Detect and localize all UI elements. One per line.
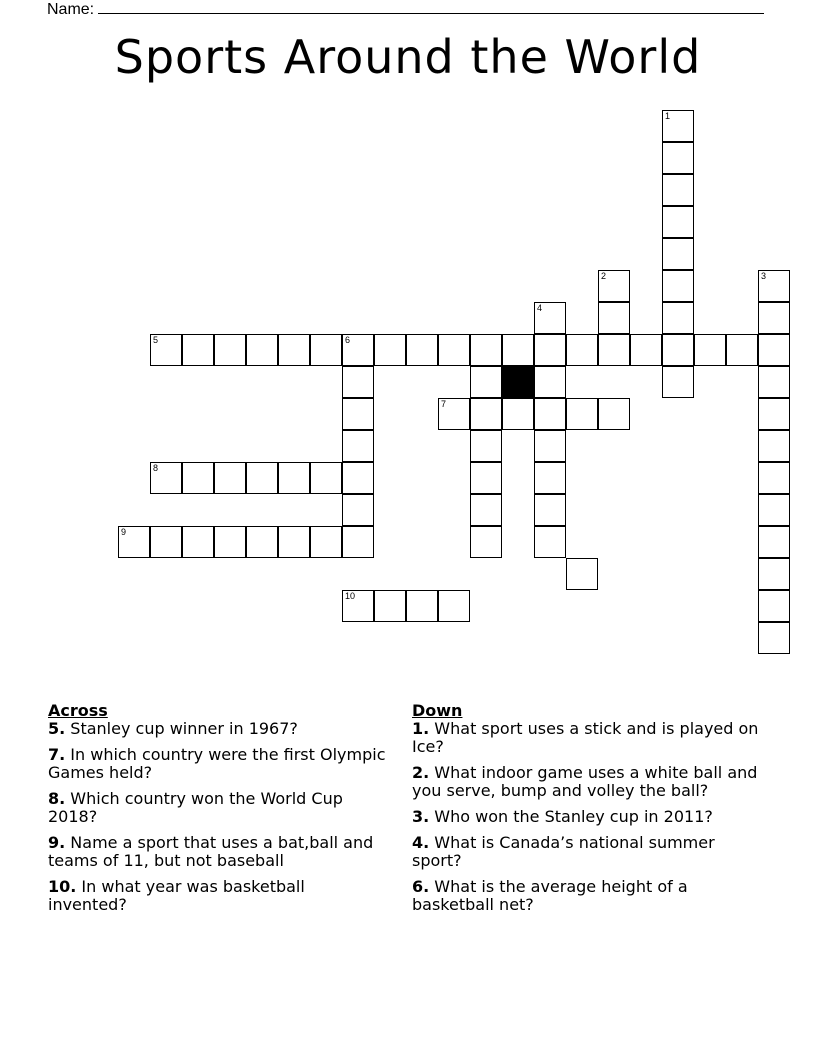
- clue-across-10: [48, 878, 388, 914]
- grid-cell[interactable]: [598, 334, 630, 366]
- page-title: Sports Around the World: [114, 30, 702, 84]
- clue-number-label: 6: [345, 335, 351, 345]
- grid-cell[interactable]: [758, 334, 790, 366]
- grid-cell[interactable]: [342, 366, 374, 398]
- grid-cell[interactable]: [662, 174, 694, 206]
- grid-cell[interactable]: [758, 430, 790, 462]
- grid-cell[interactable]: [374, 590, 406, 622]
- clue-number: 2.: [412, 763, 430, 782]
- grid-cell[interactable]: [182, 526, 214, 558]
- clue-down-4: [412, 834, 768, 870]
- clue-number-label: 3: [761, 271, 767, 281]
- clue-number: 4.: [412, 833, 430, 852]
- clue-text: In which country were the first Olympic Games held?: [48, 745, 386, 782]
- clue-text: What is Canada’s national summer sport?: [412, 833, 715, 870]
- grid-cell[interactable]: [182, 334, 214, 366]
- grid-cell[interactable]: [342, 398, 374, 430]
- grid-cell[interactable]: [598, 302, 630, 334]
- clue-down-6: [412, 878, 768, 914]
- grid-cell[interactable]: [694, 334, 726, 366]
- grid-cell[interactable]: [758, 622, 790, 654]
- clue-text: What indoor game uses a white ball and you serve, bump and volley the ball?: [412, 763, 758, 800]
- clue-number: 3.: [412, 807, 430, 826]
- clue-number-label: 8: [153, 463, 159, 473]
- grid-cell[interactable]: [438, 334, 470, 366]
- grid-cell[interactable]: [534, 462, 566, 494]
- grid-cell[interactable]: [662, 270, 694, 302]
- grid-cell[interactable]: [662, 334, 694, 366]
- grid-cell[interactable]: [470, 398, 502, 430]
- clue-down-1: [412, 720, 768, 756]
- grid-cell[interactable]: [342, 462, 374, 494]
- grid-cell[interactable]: [182, 462, 214, 494]
- across-heading: Across: [48, 701, 108, 720]
- grid-cell[interactable]: [150, 462, 182, 494]
- grid-cell[interactable]: [214, 526, 246, 558]
- grid-cell[interactable]: [662, 366, 694, 398]
- grid-cell[interactable]: [662, 110, 694, 142]
- grid-cell[interactable]: [310, 334, 342, 366]
- grid-cell[interactable]: [278, 526, 310, 558]
- grid-cell[interactable]: [758, 302, 790, 334]
- grid-cell[interactable]: [246, 334, 278, 366]
- down-heading: Down: [412, 701, 463, 720]
- grid-cell[interactable]: [150, 334, 182, 366]
- clue-number: 8.: [48, 789, 66, 808]
- clue-number: 9.: [48, 833, 66, 852]
- grid-cell[interactable]: [502, 334, 534, 366]
- grid-cell[interactable]: [534, 334, 566, 366]
- clue-number-label: 10: [345, 591, 356, 601]
- grid-cell[interactable]: [470, 526, 502, 558]
- grid-cell[interactable]: [278, 334, 310, 366]
- clue-down-2: [412, 764, 768, 800]
- grid-cell[interactable]: [406, 334, 438, 366]
- grid-cell[interactable]: [406, 590, 438, 622]
- clue-text: Name a sport that uses a bat,ball and teams of 11, but not baseball: [48, 833, 374, 870]
- grid-cell[interactable]: [534, 526, 566, 558]
- clue-number-label: 2: [601, 271, 607, 281]
- grid-cell[interactable]: [534, 398, 566, 430]
- clue-text: Which country won the World Cup 2018?: [48, 789, 343, 826]
- clue-number: 1.: [412, 719, 430, 738]
- grid-cell[interactable]: [598, 270, 630, 302]
- grid-cell[interactable]: [438, 398, 470, 430]
- grid-cell[interactable]: [310, 462, 342, 494]
- grid-cell[interactable]: [342, 590, 374, 622]
- grid-cell[interactable]: [342, 334, 374, 366]
- grid-cell[interactable]: [534, 494, 566, 526]
- grid-cell[interactable]: [470, 334, 502, 366]
- clue-text: What is the average height of a basketball net?: [412, 877, 688, 914]
- clue-number-label: 5: [153, 335, 159, 345]
- down-clues: [412, 702, 768, 922]
- grid-cell[interactable]: [534, 430, 566, 462]
- black-square: [502, 366, 534, 398]
- grid-cell[interactable]: [246, 462, 278, 494]
- clue-down-3: [412, 808, 768, 826]
- grid-cell[interactable]: [726, 334, 758, 366]
- grid-cell[interactable]: [758, 590, 790, 622]
- clue-text: Stanley cup winner in 1967?: [65, 719, 298, 738]
- clue-text: In what year was basketball invented?: [48, 877, 305, 914]
- grid-cell[interactable]: [310, 526, 342, 558]
- clue-across-5: [48, 720, 388, 738]
- clue-across-7: [48, 746, 388, 782]
- clue-text: What sport uses a stick and is played on Ice?: [412, 719, 759, 756]
- grid-cell[interactable]: [758, 494, 790, 526]
- grid-cell[interactable]: [150, 526, 182, 558]
- grid-cell[interactable]: [342, 430, 374, 462]
- grid-cell[interactable]: [374, 334, 406, 366]
- grid-cell[interactable]: [470, 494, 502, 526]
- clue-number-label: 1: [665, 111, 671, 121]
- clue-number-label: 9: [121, 527, 127, 537]
- grid-cell[interactable]: [662, 238, 694, 270]
- grid-cell[interactable]: [758, 366, 790, 398]
- grid-cell[interactable]: [598, 398, 630, 430]
- grid-cell[interactable]: [278, 462, 310, 494]
- clue-number-label: 4: [537, 303, 543, 313]
- grid-cell[interactable]: [758, 398, 790, 430]
- grid-cell[interactable]: [470, 430, 502, 462]
- grid-cell[interactable]: [118, 526, 150, 558]
- grid-cell[interactable]: [758, 526, 790, 558]
- grid-cell[interactable]: [534, 302, 566, 334]
- clue-number: 5.: [48, 719, 66, 738]
- grid-cell[interactable]: [246, 526, 278, 558]
- grid-cell[interactable]: [662, 302, 694, 334]
- name-label: Name:: [47, 1, 95, 18]
- grid-cell[interactable]: [534, 366, 566, 398]
- clue-number: 10.: [48, 877, 77, 896]
- grid-cell[interactable]: [342, 526, 374, 558]
- grid-cell[interactable]: [758, 270, 790, 302]
- grid-cell[interactable]: [630, 334, 662, 366]
- grid-cell[interactable]: [758, 558, 790, 590]
- clue-number: 7.: [48, 745, 66, 764]
- grid-cell[interactable]: [214, 334, 246, 366]
- clue-across-8: [48, 790, 388, 826]
- grid-cell[interactable]: [470, 366, 502, 398]
- grid-cell[interactable]: [566, 334, 598, 366]
- grid-cell[interactable]: [470, 462, 502, 494]
- grid-cell[interactable]: [214, 462, 246, 494]
- grid-cell[interactable]: [662, 142, 694, 174]
- grid-cell[interactable]: [502, 398, 534, 430]
- grid-cell[interactable]: [566, 398, 598, 430]
- grid-cell[interactable]: [758, 462, 790, 494]
- grid-cell[interactable]: [566, 558, 598, 590]
- grid-cell[interactable]: [662, 206, 694, 238]
- across-clues: [48, 702, 388, 922]
- grid-cell[interactable]: [438, 590, 470, 622]
- clue-across-9: [48, 834, 388, 870]
- clue-number-label: 7: [441, 399, 447, 409]
- clue-text: Who won the Stanley cup in 2011?: [429, 807, 713, 826]
- clue-number: 6.: [412, 877, 430, 896]
- grid-cell[interactable]: [342, 494, 374, 526]
